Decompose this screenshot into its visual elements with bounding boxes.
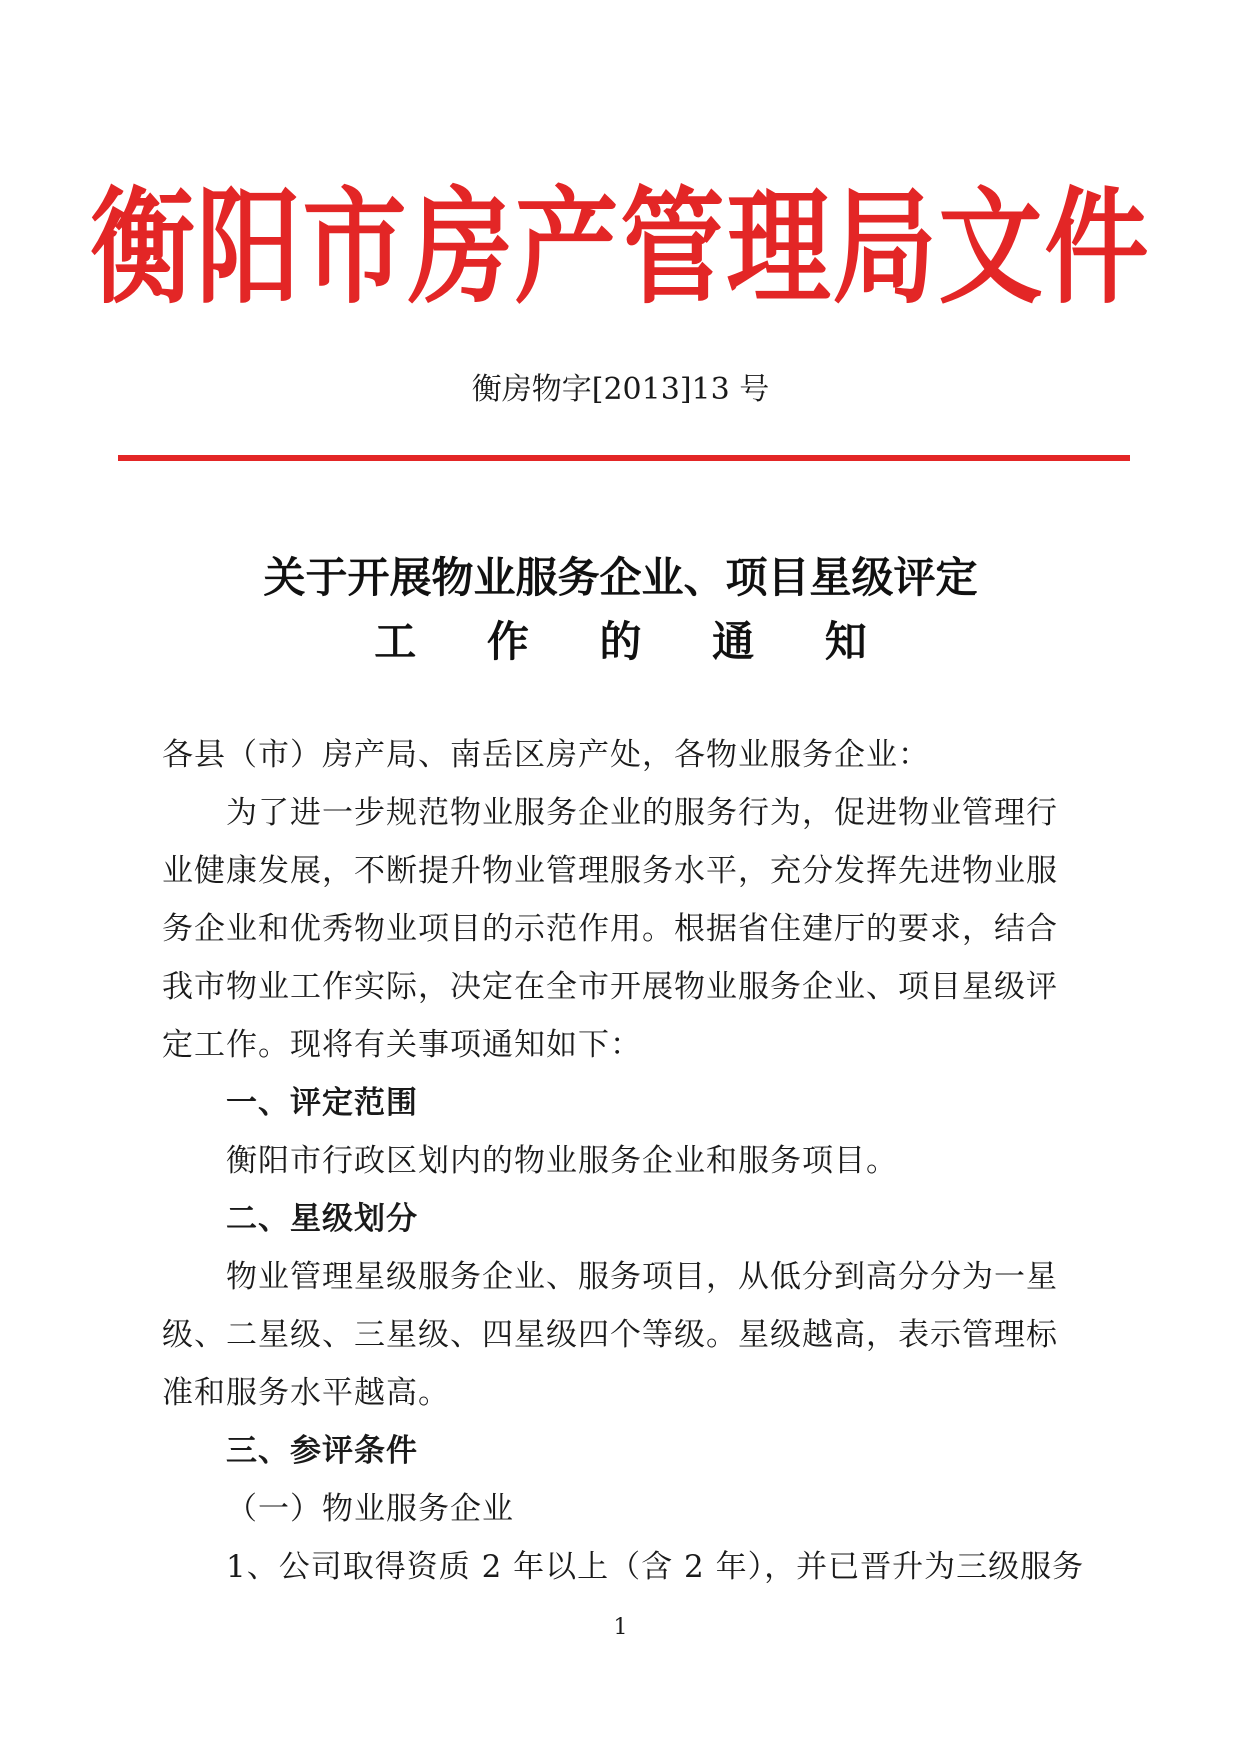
intro-line: 为了进一步规范物业服务企业的服务行为，促进物业管理行	[226, 795, 1058, 831]
intro-line: 业健康发展，不断提升物业管理服务水平，充分发挥先进物业服	[162, 853, 1058, 889]
section-heading: 三、参评条件	[226, 1433, 418, 1469]
page-number: 1	[613, 1615, 628, 1640]
addressee: 各县（市）房产局、南岳区房产处，各物业服务企业：	[162, 737, 930, 773]
section-text: 级、二星级、三星级、四星级四个等级。星级越高，表示管理标	[162, 1317, 1058, 1353]
subsection-heading: （一）物业服务企业	[226, 1491, 514, 1527]
section-heading: 二、星级划分	[226, 1201, 418, 1237]
document-number: 衡房物字[2013]13 号	[471, 372, 770, 407]
list-item: 1、公司取得资质 2 年以上（含 2 年），并已晋升为三级服务	[226, 1549, 1085, 1585]
intro-line: 务企业和优秀物业项目的示范作用。根据省住建厅的要求，结合	[162, 911, 1058, 947]
section-text: 物业管理星级服务企业、服务项目，从低分到高分分为一星	[226, 1259, 1058, 1295]
intro-line: 我市物业工作实际，决定在全市开展物业服务企业、项目星级评	[162, 969, 1058, 1005]
section-heading: 一、评定范围	[226, 1085, 418, 1121]
intro-line: 定工作。现将有关事项通知如下：	[162, 1027, 642, 1063]
section-text: 衡阳市行政区划内的物业服务企业和服务项目。	[226, 1143, 898, 1179]
agency-title: 衡阳市房产管理局文件	[90, 174, 1151, 322]
section-text: 准和服务水平越高。	[162, 1375, 450, 1411]
red-divider	[118, 455, 1130, 461]
notice-title-line-2: 工 作 的 通 知	[374, 617, 895, 666]
notice-title-line-1: 关于开展物业服务企业、项目星级评定	[263, 553, 978, 602]
